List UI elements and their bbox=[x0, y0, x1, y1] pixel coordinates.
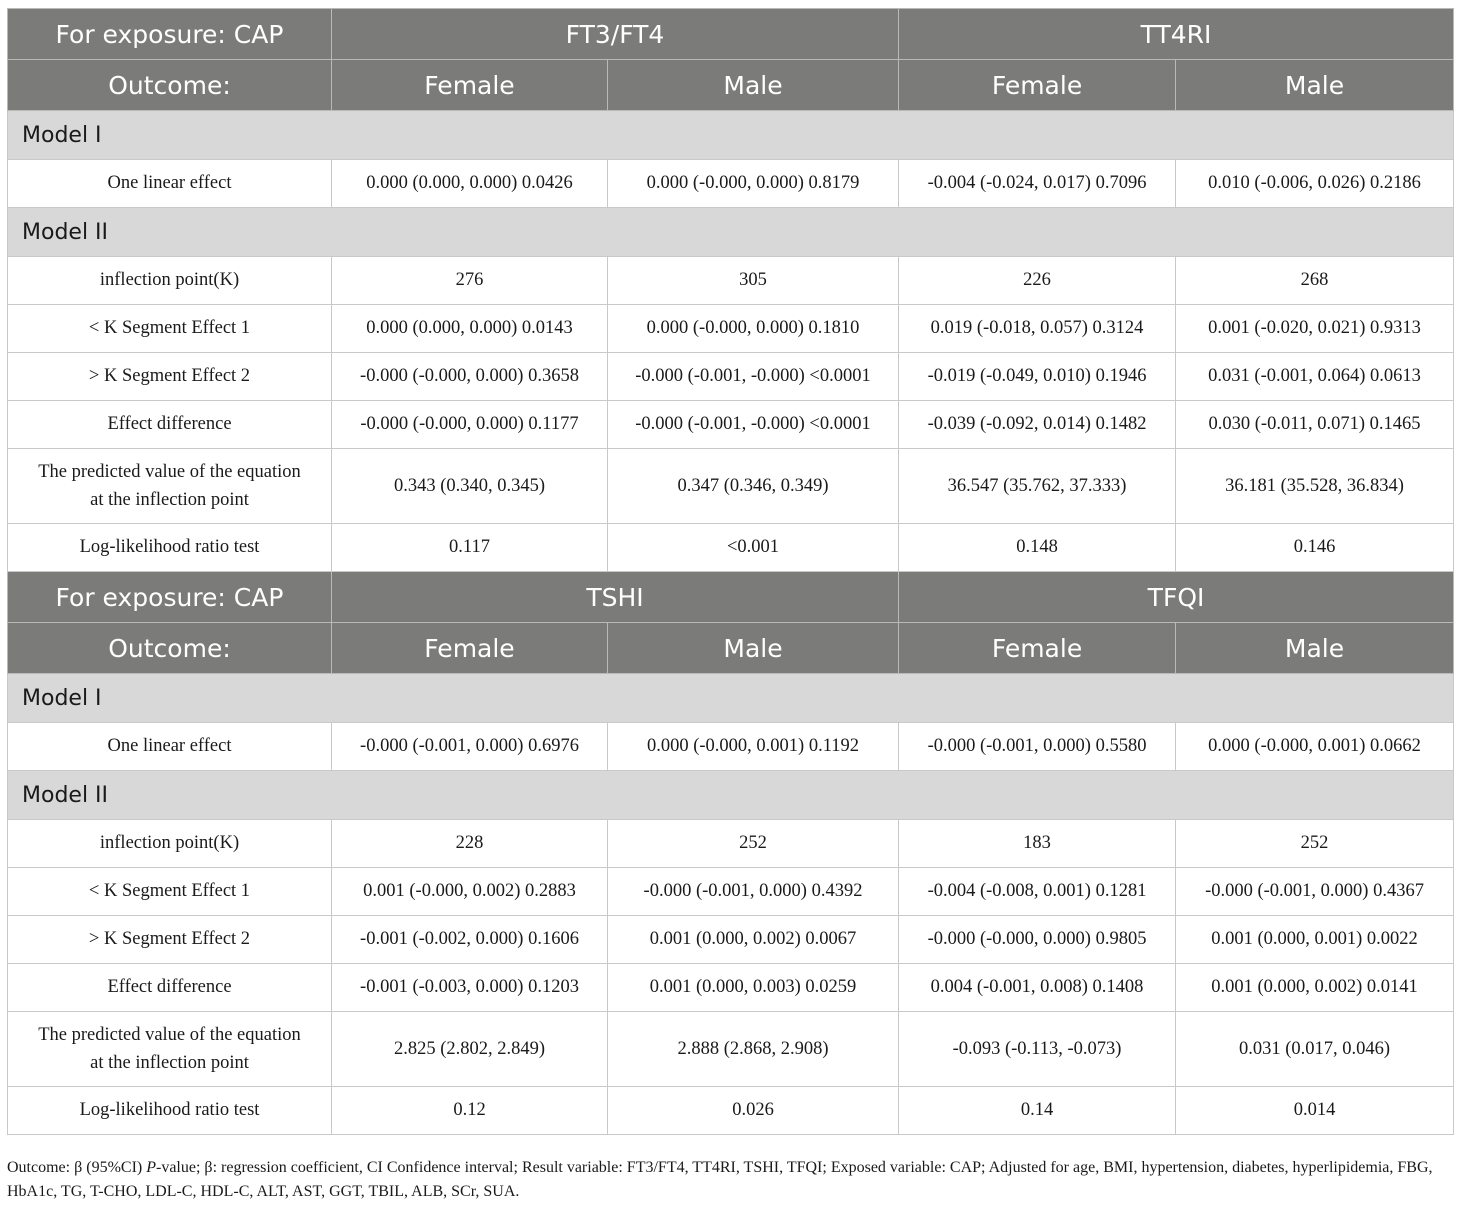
table-cell: -0.019 (-0.049, 0.010) 0.1946 bbox=[899, 353, 1176, 401]
table-cell: 0.001 (0.000, 0.003) 0.0259 bbox=[608, 964, 899, 1012]
row-label-line: Effect difference bbox=[107, 977, 232, 997]
row-label-line: > K Segment Effect 2 bbox=[88, 929, 251, 949]
table-cell: 0.014 bbox=[1176, 1087, 1454, 1135]
table-row bbox=[8, 160, 1454, 208]
row-label-line: > K Segment Effect 2 bbox=[88, 366, 251, 386]
table-cell: 0.000 (-0.000, 0.000) 0.1810 bbox=[608, 305, 899, 353]
table-row bbox=[8, 964, 1454, 1012]
row-label bbox=[8, 401, 332, 449]
row-label bbox=[8, 1012, 332, 1087]
outcome-group-header: TFQI bbox=[899, 572, 1454, 623]
table-cell: -0.000 (-0.001, 0.000) 0.6976 bbox=[332, 723, 608, 771]
table-cell: 0.117 bbox=[332, 524, 608, 572]
table-cell: 0.001 (0.000, 0.002) 0.0067 bbox=[608, 916, 899, 964]
row-label bbox=[8, 1087, 332, 1135]
row-label bbox=[8, 353, 332, 401]
sex-header-male: Male bbox=[608, 623, 899, 674]
table-cell: 0.026 bbox=[608, 1087, 899, 1135]
table-row bbox=[8, 305, 1454, 353]
row-label-line: Effect difference bbox=[107, 414, 232, 434]
row-label-line: at the inflection point bbox=[90, 490, 249, 510]
table-cell: 0.000 (-0.000, 0.001) 0.0662 bbox=[1176, 723, 1454, 771]
table-cell: 0.001 (0.000, 0.002) 0.0141 bbox=[1176, 964, 1454, 1012]
table-row bbox=[8, 916, 1454, 964]
sex-header-female: Female bbox=[332, 60, 608, 111]
table-cell: <0.001 bbox=[608, 524, 899, 572]
model-label: Model II bbox=[8, 771, 1454, 820]
table-cell: -0.001 (-0.002, 0.000) 0.1606 bbox=[332, 916, 608, 964]
row-label-line: < K Segment Effect 1 bbox=[88, 318, 251, 338]
table-cell: 305 bbox=[608, 257, 899, 305]
row-label bbox=[8, 964, 332, 1012]
sex-header-female: Female bbox=[332, 623, 608, 674]
footnote-text-2: -value; β: regression coefficient, CI Confidence interval; Result variable: FT3/FT4, TT4RI, TSHI, TFQI; Exposed variable: CAP; Adjusted for age, BMI, hypertension, diabetes, hyperlipidemia, FBG, HbA1c, TG, T-CHO, LDL-C, HDL-C, ALT, AST, GGT, TBIL, ALB, SCr, SUA. bbox=[7, 1159, 1433, 1200]
model-header-row bbox=[8, 208, 1454, 257]
sex-header-female: Female bbox=[899, 60, 1176, 111]
model-label: Model II bbox=[8, 208, 1454, 257]
table-cell: -0.000 (-0.000, 0.000) 0.3658 bbox=[332, 353, 608, 401]
model-header-row bbox=[8, 771, 1454, 820]
row-label-line: inflection point(K) bbox=[99, 833, 240, 853]
outcome-label: Outcome: bbox=[8, 60, 332, 111]
outcome-group-header: FT3/FT4 bbox=[332, 9, 899, 60]
table-cell: -0.000 (-0.001, 0.000) 0.5580 bbox=[899, 723, 1176, 771]
table-cell: -0.000 (-0.001, 0.000) 0.4392 bbox=[608, 868, 899, 916]
row-label: One linear effect bbox=[8, 160, 332, 208]
model-header-row bbox=[8, 674, 1454, 723]
table-cell: 0.347 (0.346, 0.349) bbox=[608, 449, 899, 524]
table-cell: -0.000 (-0.001, -0.000) <0.0001 bbox=[608, 353, 899, 401]
table-row bbox=[8, 524, 1454, 572]
row-label bbox=[8, 449, 332, 524]
sex-header-row bbox=[8, 60, 1454, 111]
table-cell: 252 bbox=[608, 820, 899, 868]
table-row bbox=[8, 723, 1454, 771]
outcome-group-header: TT4RI bbox=[899, 9, 1454, 60]
table-cell: -0.000 (-0.001, -0.000) <0.0001 bbox=[608, 401, 899, 449]
table-cell: 2.825 (2.802, 2.849) bbox=[332, 1012, 608, 1087]
table-cell: -0.000 (-0.000, 0.000) 0.9805 bbox=[899, 916, 1176, 964]
table-cell: 0.004 (-0.001, 0.008) 0.1408 bbox=[899, 964, 1176, 1012]
model-header-row bbox=[8, 111, 1454, 160]
row-label bbox=[8, 916, 332, 964]
model-label: Model I bbox=[8, 111, 1454, 160]
table-cell: 0.030 (-0.011, 0.071) 0.1465 bbox=[1176, 401, 1454, 449]
row-label-line: inflection point(K) bbox=[99, 270, 240, 290]
table-cell: 0.000 (-0.000, 0.000) 0.8179 bbox=[608, 160, 899, 208]
results-table-container bbox=[7, 8, 1453, 1135]
table-cell: -0.000 (-0.000, 0.000) 0.1177 bbox=[332, 401, 608, 449]
table-cell: 0.146 bbox=[1176, 524, 1454, 572]
table-cell: 0.001 (-0.000, 0.002) 0.2883 bbox=[332, 868, 608, 916]
table-row bbox=[8, 1087, 1454, 1135]
outcome-label: Outcome: bbox=[8, 623, 332, 674]
sex-header-row bbox=[8, 623, 1454, 674]
exposure-label: For exposure: CAP bbox=[8, 9, 332, 60]
table-cell: -0.004 (-0.024, 0.017) 0.7096 bbox=[899, 160, 1176, 208]
table-cell: 0.12 bbox=[332, 1087, 608, 1135]
table-cell: 0.019 (-0.018, 0.057) 0.3124 bbox=[899, 305, 1176, 353]
table-cell: 276 bbox=[332, 257, 608, 305]
sex-header-female: Female bbox=[899, 623, 1176, 674]
table-cell: 0.000 (0.000, 0.000) 0.0143 bbox=[332, 305, 608, 353]
table-cell: 0.000 (-0.000, 0.001) 0.1192 bbox=[608, 723, 899, 771]
results-table bbox=[7, 8, 1454, 1135]
footnote-p-italic: P bbox=[146, 1159, 156, 1176]
row-label bbox=[8, 305, 332, 353]
table-cell: 226 bbox=[899, 257, 1176, 305]
table-row bbox=[8, 257, 1454, 305]
table-cell: 0.031 (0.017, 0.046) bbox=[1176, 1012, 1454, 1087]
table-row bbox=[8, 449, 1454, 524]
footnote-text-1: Outcome: β (95%CI) bbox=[7, 1159, 147, 1176]
table-cell: 0.001 (0.000, 0.001) 0.0022 bbox=[1176, 916, 1454, 964]
table-cell: 0.000 (0.000, 0.000) 0.0426 bbox=[332, 160, 608, 208]
table-footnote bbox=[7, 1156, 1457, 1204]
table-cell: 0.001 (-0.020, 0.021) 0.9313 bbox=[1176, 305, 1454, 353]
row-label bbox=[8, 820, 332, 868]
table-row bbox=[8, 353, 1454, 401]
table-cell: -0.039 (-0.092, 0.014) 0.1482 bbox=[899, 401, 1176, 449]
table-cell: -0.093 (-0.113, -0.073) bbox=[899, 1012, 1176, 1087]
table-cell: -0.000 (-0.001, 0.000) 0.4367 bbox=[1176, 868, 1454, 916]
table-row bbox=[8, 868, 1454, 916]
table-row bbox=[8, 1012, 1454, 1087]
sex-header-male: Male bbox=[1176, 60, 1454, 111]
table-cell: -0.004 (-0.008, 0.001) 0.1281 bbox=[899, 868, 1176, 916]
exposure-header-row bbox=[8, 572, 1454, 623]
exposure-label: For exposure: CAP bbox=[8, 572, 332, 623]
table-cell: 36.547 (35.762, 37.333) bbox=[899, 449, 1176, 524]
table-cell: 0.010 (-0.006, 0.026) 0.2186 bbox=[1176, 160, 1454, 208]
table-cell: 0.148 bbox=[899, 524, 1176, 572]
row-label: One linear effect bbox=[8, 723, 332, 771]
table-row bbox=[8, 820, 1454, 868]
row-label-line: Log-likelihood ratio test bbox=[79, 1100, 260, 1120]
table-cell: 268 bbox=[1176, 257, 1454, 305]
table-cell: 0.343 (0.340, 0.345) bbox=[332, 449, 608, 524]
table-cell: 183 bbox=[899, 820, 1176, 868]
table-cell: -0.001 (-0.003, 0.000) 0.1203 bbox=[332, 964, 608, 1012]
sex-header-male: Male bbox=[608, 60, 899, 111]
row-label-line: < K Segment Effect 1 bbox=[88, 881, 251, 901]
outcome-group-header: TSHI bbox=[332, 572, 899, 623]
table-cell: 228 bbox=[332, 820, 608, 868]
table-cell: 0.14 bbox=[899, 1087, 1176, 1135]
table-row bbox=[8, 401, 1454, 449]
exposure-header-row bbox=[8, 9, 1454, 60]
table-cell: 2.888 (2.868, 2.908) bbox=[608, 1012, 899, 1087]
table-cell: 0.031 (-0.001, 0.064) 0.0613 bbox=[1176, 353, 1454, 401]
sex-header-male: Male bbox=[1176, 623, 1454, 674]
row-label bbox=[8, 257, 332, 305]
table-cell: 252 bbox=[1176, 820, 1454, 868]
row-label bbox=[8, 868, 332, 916]
row-label bbox=[8, 524, 332, 572]
row-label-line: at the inflection point bbox=[90, 1053, 249, 1073]
row-label-line: Log-likelihood ratio test bbox=[79, 537, 260, 557]
model-label: Model I bbox=[8, 674, 1454, 723]
table-cell: 36.181 (35.528, 36.834) bbox=[1176, 449, 1454, 524]
row-label-line: The predicted value of the equation bbox=[38, 1025, 301, 1045]
row-label-line: The predicted value of the equation bbox=[38, 462, 301, 482]
